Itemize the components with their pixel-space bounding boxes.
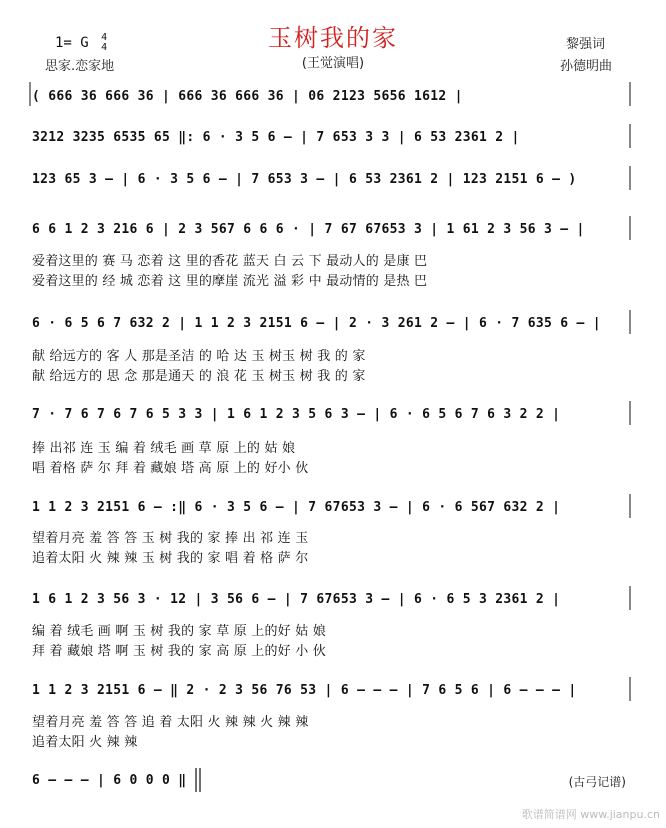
tempo-expression: 思家.恋家地 xyxy=(45,59,115,74)
notation-row: 123 65 3 – | 6 · 3 5 6 – | 7 653 3 – | 6 53 2361 2 | 123 2151 6 – ) xyxy=(32,172,577,187)
lyric-line: 追着太阳 火 辣 辣 玉 树 我的 家 唱 着 格 萨 尔 xyxy=(32,551,309,566)
notation-row: 7 · 7 6 7 6 7 6 5 3 3 | 1 6 1 2 3 5 6 3 – | 6 · 6 5 6 7 6 3 2 2 | xyxy=(32,407,561,422)
notation-row: 1 6 1 2 3 56 3 · 12 | 3 56 6 – | 7 67653 3 – | 6 · 6 5 3 2361 2 | xyxy=(32,592,561,607)
transcriber-credit: (古弓记谱) xyxy=(568,775,626,789)
lyricist: 黎强词 xyxy=(566,37,606,52)
notation-row: 6 · 6 5 6 7 632 2 | 1 1 2 3 2151 6 – | 2 · 3 261 2 – | 6 · 7 635 6 – | xyxy=(32,316,601,331)
lyric-line: 献 给远方的 思 念 那是通天 的 浪 花 玉 树玉 树 我 的 家 xyxy=(32,369,366,384)
lyric-line: 望着月亮 羞 答 答 玉 树 我的 家 捧 出 祁 连 玉 xyxy=(32,531,309,546)
notation-row: ( 666 36 666 36 | 666 36 666 36 | 06 2123 5656 1612 | xyxy=(32,89,463,104)
lyric-line: 爱着这里的 赛 马 恋着 这 里的香花 蓝天 白 云 下 最动人的 是康 巴 xyxy=(32,254,428,269)
lyric-line: 拜 着 藏娘 塔 啊 玉 树 我的 家 高 原 上的好 小 伙 xyxy=(32,644,326,659)
lyric-line: 编 着 绒毛 画 啊 玉 树 我的 家 草 原 上的好 姑 娘 xyxy=(32,624,326,639)
notation-row: 1 1 2 3 2151 6 – ‖ 2 · 2 3 56 76 53 | 6 – – – | 7 6 5 6 | 6 – – – | xyxy=(32,683,577,698)
notation-row: 6 – – – | 6 0 0 0 ‖ xyxy=(32,773,187,788)
song-title: 玉树我的家 xyxy=(268,24,398,52)
lyric-line: 望着月亮 羞 答 答 追 着 太阳 火 辣 辣 火 辣 辣 xyxy=(32,715,309,730)
time-top: 4 xyxy=(101,32,108,43)
lyric-line: 献 给远方的 客 人 那是圣洁 的 哈 达 玉 树玉 树 我 的 家 xyxy=(32,349,366,364)
lyric-line: 追着太阳 火 辣 辣 xyxy=(32,735,138,750)
site-watermark: 歌谱简谱网 www.jianpu.cn xyxy=(521,808,660,821)
key-label: 1= G xyxy=(55,35,89,51)
composer: 孙德明曲 xyxy=(560,59,613,74)
lyric-line: 唱 着格 萨 尔 拜 着 藏娘 塔 高 原 上的 好小 伙 xyxy=(32,461,309,476)
time-bottom: 4 xyxy=(101,42,108,53)
singer-credit: (王觉演唱) xyxy=(301,56,365,71)
lyric-line: 捧 出祁 连 玉 编 着 绒毛 画 草 原 上的 姑 娘 xyxy=(32,441,296,456)
notation-row: 3212 3235 6535 65 ‖: 6 · 3 5 6 – | 7 653 3 3 | 6 53 2361 2 | xyxy=(32,130,520,145)
notation-row: 1 1 2 3 2151 6 – :‖ 6 · 3 5 6 – | 7 67653 3 – | 6 · 6 567 632 2 | xyxy=(32,500,561,515)
notation-row: 6 6 1 2 3 216 6 | 2 3 567 6 6 6 · | 7 67 67653 3 | 1 61 2 3 56 3 – | xyxy=(32,222,585,237)
lyric-line: 爱着这里的 经 城 恋着 这 里的摩崖 流光 溢 彩 中 最动情的 是热 巴 xyxy=(32,274,428,289)
